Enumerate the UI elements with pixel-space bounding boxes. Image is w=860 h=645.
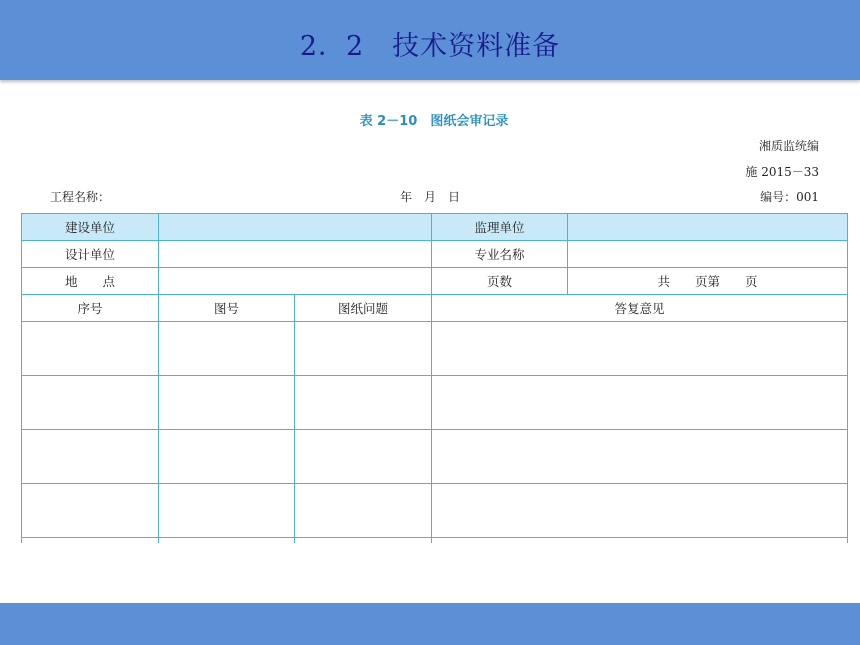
build-unit-label: 建设单位 — [22, 214, 159, 241]
table-row — [22, 268, 848, 295]
page-count-value: 共 页第 页 — [568, 268, 848, 295]
build-unit-value[interactable] — [159, 214, 432, 241]
column-header-row — [22, 295, 848, 322]
cell-drawing-issue[interactable] — [295, 376, 432, 430]
cell-drawing-issue — [295, 538, 432, 544]
form-code: 施 2015－33 — [745, 165, 819, 179]
cell-drawing-no — [159, 538, 295, 544]
cell-reply[interactable] — [432, 484, 848, 538]
cell-reply[interactable] — [432, 430, 848, 484]
cell-seq — [22, 538, 159, 544]
cell-reply[interactable] — [432, 322, 848, 376]
design-unit-value[interactable] — [159, 241, 432, 268]
cell-seq[interactable] — [22, 430, 159, 484]
cell-seq[interactable] — [22, 484, 159, 538]
cell-seq[interactable] — [22, 376, 159, 430]
footer-bar — [0, 603, 860, 645]
location-label: 地 点 — [22, 268, 159, 295]
table-row — [22, 484, 848, 538]
supervise-unit-label: 监理单位 — [432, 214, 568, 241]
cell-reply — [432, 538, 848, 544]
table-caption: 表 2－10 图纸会审记录 — [359, 114, 509, 129]
cell-drawing-no[interactable] — [159, 430, 295, 484]
specialty-value[interactable] — [568, 241, 848, 268]
table-row — [22, 430, 848, 484]
design-unit-label: 设计单位 — [22, 241, 159, 268]
supervise-unit-value[interactable] — [568, 214, 848, 241]
cell-drawing-issue[interactable] — [295, 322, 432, 376]
cell-seq[interactable] — [22, 322, 159, 376]
slide-title: 2．2 技术资料准备 — [299, 31, 561, 62]
document-number: 编号：001 — [760, 190, 819, 204]
col-header-drawing-no: 图号 — [159, 295, 295, 322]
project-name-label: 工程名称： — [50, 190, 111, 204]
table-row — [22, 241, 848, 268]
table-row — [22, 376, 848, 430]
drawing-review-table — [21, 213, 848, 543]
specialty-label: 专业名称 — [432, 241, 568, 268]
table-row — [22, 322, 848, 376]
cell-drawing-no[interactable] — [159, 322, 295, 376]
table-row — [22, 214, 848, 241]
issuer-label: 湘质监统编 — [758, 139, 819, 153]
col-header-seq: 序号 — [22, 295, 159, 322]
cell-reply[interactable] — [432, 376, 848, 430]
date-label: 年 月 日 — [400, 190, 461, 204]
col-header-drawing-issue: 图纸问题 — [295, 295, 432, 322]
cell-drawing-no[interactable] — [159, 484, 295, 538]
cell-drawing-issue[interactable] — [295, 430, 432, 484]
cell-drawing-no[interactable] — [159, 376, 295, 430]
location-value[interactable] — [159, 268, 432, 295]
col-header-reply: 答复意见 — [432, 295, 848, 322]
cell-drawing-issue[interactable] — [295, 484, 432, 538]
page-count-label: 页数 — [432, 268, 568, 295]
table-row — [22, 538, 848, 544]
